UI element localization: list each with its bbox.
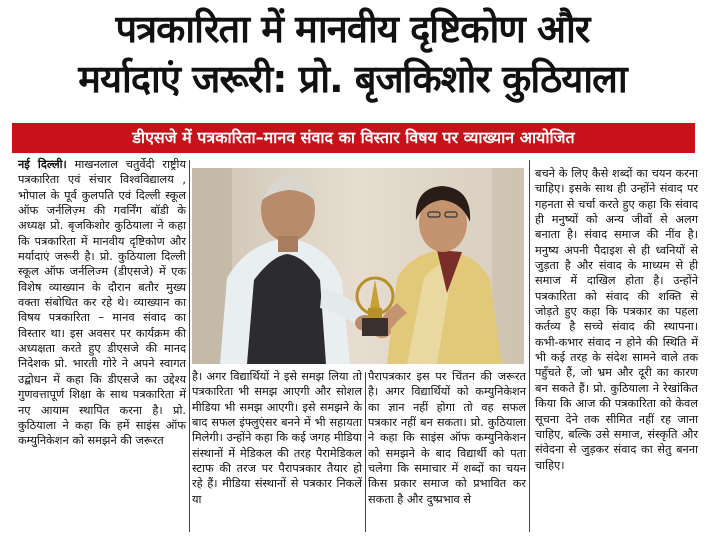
article-column-2: है। अगर विद्यार्थियों ने इसे समझ लिया तो पत्रकारिता भी समझ आएगी और सोशल मीडिया भी समझ आएगी। इसे समझने के बाद सफल इंफ्लुएंसर बनने में भी सहायता मिलेगी। उन्होंने कहा कि कई जगह मीडिया संस्थानों में मेडिकल की तरह पैरामेडिकल स्टाफ की तरज पर पैरापत्रकार तैयार हो रहे हैं। मीडिया संस्थानों से पत्रकार निकलें या [192, 370, 362, 506]
column-1-text: माखनलाल चतुर्वेदी राष्ट्रीय पत्रकारिता एवं संचार विश्वविद्यालय , भोपाल के पूर्व कुलपति एवं दिल्ली स्कूल ऑफ जर्नलिज़्म की गवर्निंग बॉडी के अध्यक्ष प्रो. बृजकिशोर कुठियाला ने कहा कि पत्रकारिता में मानवीय दृष्टिकोण और मर्यादाएं जरूरी है। प्रो. कुठियाला दिल्ली स्कूल ऑफ जर्नलिज्म (डीएसजे) में एक विशेष व्याख्यान के दौरान बतौर मुख्य वक्ता संबोधित कर रहे थे। व्याख्यान का विषय पत्रकारिता – मानव संवाद का विस्तार था। इस अवसर पर कार्यक्रम की अध्यक्षता करते हुए डीएसजे की मानद निदेशक प्रो. भारती गोरे ने अपने स्वागत उद्बोधन में कहा कि डीएसजे का उद्देश्य गुणवत्तापूर्ण शिक्षा के साथ पत्रकारिता में नए आयाम स्थापित करना है। प्रो. कुठियाला ने कहा कि हमें साइंस ऑफ कम्युनिकेशन को समझने की जरूरत [18, 158, 186, 448]
dateline: नई दिल्ली। [18, 158, 67, 171]
column-divider [365, 372, 366, 532]
news-photo [192, 168, 524, 364]
headline-line-2: मर्यादाएं जरूरी: प्रो. बृजकिशोर कुठियाला [78, 57, 627, 101]
headline-line-1: पत्रकारिता में मानवीय दृष्टिकोण और [115, 7, 590, 51]
subheadline-banner: डीएसजे में पत्रकारिता–मानव संवाद का विस्तार विषय पर व्याख्यान आयोजित [12, 123, 695, 153]
article-column-4: बचने के लिए कैसे शब्दों का चयन करना चाहिए। इसके साथ ही उन्होंने संवाद पर गहनता से चर्चा करते हुए कहा कि संवाद ही मनुष्यों को अन्य जीवों से अलग बनाता है। संवाद समाज की नींव है। मनुष्य अपनी पैदाइश से ही ध्वनियों से जुड़ता है और संवाद के माध्यम से ही समाज में दाखिल होता है। उन्होंने पत्रकारिता को संवाद की शक्ति से जोड़ते हुए कहा कि पत्रकार का पहला कर्तव्य है सच्चे संवाद की स्थापना। कभी-कभार संवाद न होने की स्थिति में भी कई तरह के संदेश सामने वाले तक पहुँचते हैं, जो भ्रम और दूरी का कारण बन सकते हैं। प्रो. कुठियाला ने रेखांकित किया कि आज की पत्रकारिता को केवल सूचना देने तक सीमित नहीं रह जाना चाहिए, बल्कि उसे समाज, संस्कृति और संवेदना से जुड़कर संवाद का सेतु बनना चाहिए। [535, 167, 698, 472]
headline [0, 4, 705, 104]
column-divider [189, 160, 190, 532]
article-column-3: पैरापत्रकार इस पर चिंतन की जरूरत है। अगर विद्यार्थियों को कम्युनिकेशन का ज्ञान नहीं होगा तो वह सफल पत्रकार नहीं बन सकता। प्रो. कुठियाला ने कहा कि साइंस ऑफ कम्युनिकेशन को समझने के बाद विद्यार्थी को पता चलेगा कि समाचार में शब्दों का चयन किस प्रकार समाज को प्रभावित कर सकता है और दुष्प्रभाव से [368, 370, 526, 506]
photo-illustration [192, 168, 524, 364]
column-divider [529, 160, 530, 532]
article-column-1 [18, 157, 186, 449]
